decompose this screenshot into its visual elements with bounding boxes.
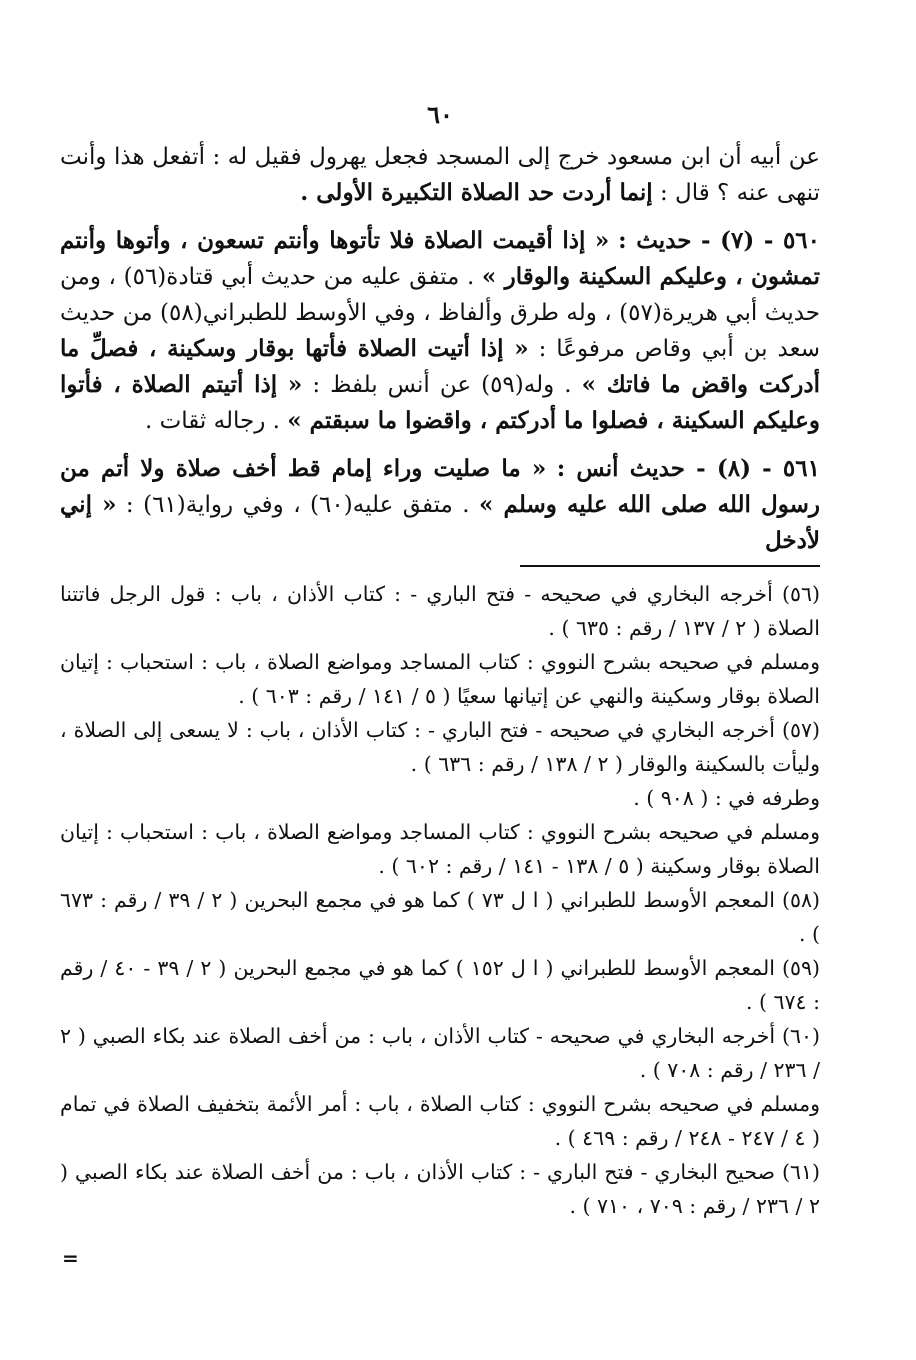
footnote-59: (٥٩) المعجم الأوسط للطبراني ( ا ل ١٥٢ ) كما هو في مجمع البحرين ( ٢ / ٣٩ - ٤٠ / رقم : ٦٧٤ ) . (60, 956, 820, 1014)
hadith-560-quote-3: « إذا أتيتم الصلاة ، فأتوا وعليكم السكينة ، فصلوا ما أدركتم ، واقضوا ما سبقتم » (60, 371, 820, 434)
hadith-561-quote: « ما صليت وراء إمام قط أخف صلاة ولا أتم من رسول الله صلى الله عليه وسلم » (60, 455, 821, 518)
continuation-mark: = (62, 1246, 79, 1270)
paragraph-opening (60, 139, 820, 211)
footnote-60-muslim: ومسلم في صحيحه بشرح النووي : كتاب الصلاة ، باب : أمر الأئمة بتخفيف الصلاة في تمام ( ٤ / ٢٤٧ - ٢٤٨ / رقم : ٤٦٩ ) . (60, 1092, 820, 1150)
footnote-divider (520, 565, 820, 567)
footnote-56-muslim: ومسلم في صحيحه بشرح النووي : كتاب المساجد ومواضع الصلاة ، باب : استحباب : إتيان الصلاة بوقار وسكينة والنهي عن إتيانها سعيًا ( ٥ / ١٤١ / رقم : ٦٠٣ ) . (60, 650, 820, 708)
footnote-61: (٦١) صحيح البخاري - فتح الباري - : كتاب الأذان ، باب : من أخف الصلاة عند بكاء الصبي ( ٢ / ٢٣٦ / رقم : ٧٠٩ ، ٧١٠ ) . (60, 1160, 820, 1218)
hadith-560 (60, 223, 820, 439)
paragraph-opening-quote: إنما أردت حد الصلاة التكبيرة الأولى . (300, 179, 653, 206)
footnote-56: (٥٦) أخرجه البخاري في صحيحه - فتح الباري - : كتاب الأذان ، باب : قول الرجل فاتتنا الصلاة ( ٢ / ١٣٧ / رقم : ٦٣٥ ) . (60, 582, 820, 640)
hadith-560-text-1: . متفق عليه من حديث أبي قتادة(٥٦) ، ومن حديث أبي هريرة(٥٧) ، وله طرق وألفاظ ، وفي الأوسط للطبراني(٥٨) من حديث سعد بن أبي وقاص مرفوعًا : (60, 264, 821, 362)
hadith-561-quote-2: « إني لأدخل (60, 491, 820, 554)
footnote-57-tarafuh: وطرفه في : ( ٩٠٨ ) . (633, 786, 820, 810)
hadith-560-quote-2: « إذا أتيت الصلاة فأتها بوقار وسكينة ، فصلِّ ما أدركت واقض ما فاتك » (60, 335, 821, 398)
hadith-560-heading: ٥٦٠ - (٧) - حديث : (618, 227, 820, 254)
hadith-561 (60, 451, 820, 559)
hadith-560-text-3: . رجاله ثقات . (145, 408, 280, 434)
footnote-57: (٥٧) أخرجه البخاري في صحيحه - فتح الباري - : كتاب الأذان ، باب : لا يسعى إلى الصلاة ، وليأت بالسكينة والوقار ( ٢ / ١٣٨ / رقم : ٦٣٦ ) . (60, 718, 820, 776)
footnote-57-muslim: ومسلم في صحيحه بشرح النووي : كتاب المساجد ومواضع الصلاة ، باب : استحباب : إتيان الصلاة بوقار وسكينة ( ٥ / ١٣٨ - ١٤١ / رقم : ٦٠٢ ) . (60, 820, 820, 878)
paragraph-opening-text: عن أبيه أن ابن مسعود خرج إلى المسجد فجعل يهرول فقيل له : أتفعل هذا وأنت تنهى عنه ؟ قال : (60, 144, 820, 206)
book-page (60, 100, 820, 1223)
footnote-58: (٥٨) المعجم الأوسط للطبراني ( ا ل ٧٣ ) كما هو في مجمع البحرين ( ٢ / ٣٩ / رقم : ٦٧٣ ) . (60, 888, 820, 946)
hadith-560-quote: « إذا أقيمت الصلاة فلا تأتوها وأنتم تسعون ، وأتوها وأنتم تمشون ، وعليكم السكينة والوقار » (60, 227, 821, 290)
hadith-561-text-1: . متفق عليه(٦٠) ، وفي رواية(٦١) : (125, 492, 470, 518)
hadith-561-heading: ٥٦١ - (٨) - حديث أنس : (556, 455, 820, 482)
footnote-60: (٦٠) أخرجه البخاري في صحيحه - كتاب الأذان ، باب : من أخف الصلاة عند بكاء الصبي ( ٢ / ٢٣٦ / رقم : ٧٠٨ ) . (60, 1024, 820, 1082)
footnotes (60, 577, 820, 1223)
page-number: ٦٠ (427, 100, 453, 129)
hadith-560-text-2: . وله(٥٩) عن أنس بلفظ : (312, 372, 572, 398)
